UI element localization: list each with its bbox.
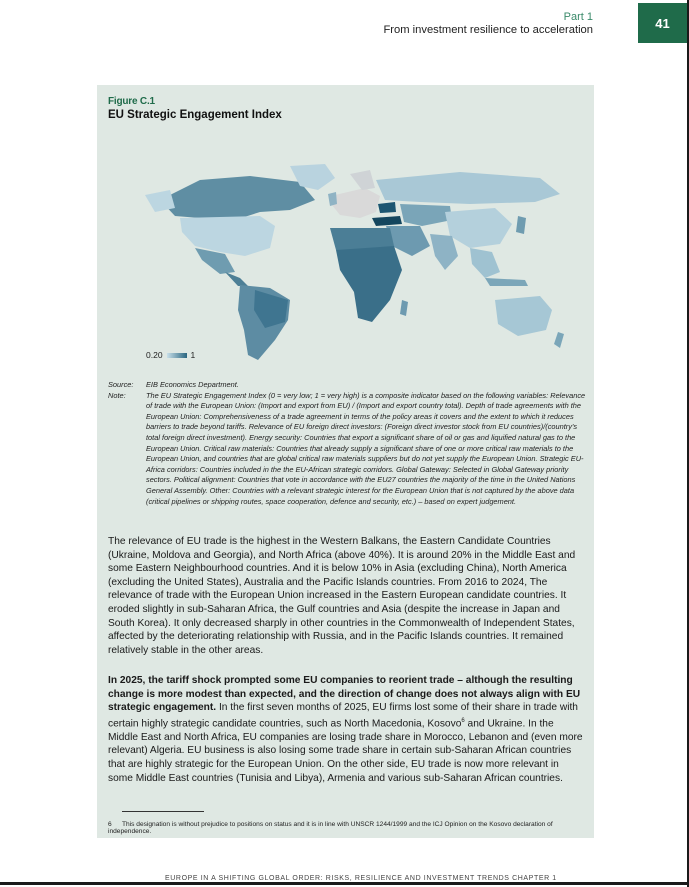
body-paragraph-2-lead: In 2025, the tariff shock prompted some EU companies to reorient trade – although the resulting change is more modest than expected, and the direction of change does not always align with EU strategic engagement. (108, 675, 581, 714)
source-text: EIB Economics Department. (146, 380, 239, 389)
body-paragraph-2-text-a: In the first seven months of 2025, EU firms lost some of their share in trade with certain highly strategic candidate countries, such as North Macedonia, Kosovo (108, 702, 578, 730)
footnote-text: This designation is without prejudice to positions on status and it is in line with UNSCR 1244/1999 and the ICJ Opinion on the Kosovo declaration of independence. (108, 821, 553, 835)
map-legend (146, 350, 195, 360)
running-footer: EUROPE IN A SHIFTING GLOBAL ORDER: RISKS, RESILIENCE AND INVESTMENT TRENDS CHAPTER 1 (165, 875, 557, 881)
body-paragraph-2-text-b: and Ukraine. In the Middle East and North Africa, EU companies are losing trade share in Morocco, Lebanon and (even more relevant) Algeria. EU business is also losing some trade share in certain sub-Saharan African countries that are highly strategic for the European Union. On the other side, EU trade is now more relevant in some Middle East countries (Tunisia and Libya), Armenia and various sub-Saharan African countries. (108, 718, 583, 784)
figure-label: Figure C.1 (108, 96, 155, 107)
map-uk (328, 192, 337, 206)
source-row (108, 380, 588, 391)
bottom-rule (0, 882, 689, 885)
map-europe-eu (332, 188, 380, 218)
footnote (108, 821, 588, 835)
map-new-zealand (554, 332, 564, 348)
body-paragraph-1: The relevance of EU trade is the highest in the Western Balkans, the Eastern Candidate Countries (Ukraine, Moldova and Georgia), and North Africa (above 40%). It is around 20% in the Middle East and some Eastern Neighbourhood countries. And it is below 10% in Asia (excluding China), North America (excluding the United States), Australia and the Pacific Islands countries. From 2016 to 2024, The relevance of trade with the European Union increased in the Eastern European candidate countries. It eroded slightly in sub-Saharan Africa, the Gulf countries and Asia (despite the increase in Japan and South Korea). It only decreased sharply in other countries in the Commonwealth of Independent States, affected by the deteriorating relationship with Russia, and in the Pacific Islands countries. It remained relatively stable in the other areas. (108, 536, 576, 656)
world-map (140, 160, 570, 370)
legend-color-bar (167, 353, 187, 358)
map-canada (160, 176, 315, 220)
map-southeast-asia (470, 248, 500, 278)
page-number: 41 (638, 3, 687, 43)
footnote-rule (122, 811, 204, 812)
map-india (430, 234, 458, 270)
map-australia (495, 296, 552, 336)
map-ukraine (378, 202, 396, 213)
map-japan (516, 216, 526, 234)
part-title: From investment resilience to acceleration (383, 24, 593, 36)
map-turkey (372, 216, 402, 226)
note-row (108, 391, 588, 508)
legend-min-label: 0.20 (146, 350, 163, 360)
figure-notes (108, 380, 588, 507)
map-central-america (225, 272, 248, 286)
part-label: Part 1 (563, 11, 593, 23)
footnote-ref[interactable]: 6 (461, 717, 465, 724)
map-indonesia (485, 278, 528, 286)
note-key: Note: (108, 390, 126, 400)
body-paragraph-2 (108, 674, 586, 785)
map-russia (376, 172, 560, 204)
legend-max-label: 1 (190, 350, 196, 360)
map-scandinavia (350, 170, 375, 190)
map-usa (180, 216, 275, 256)
figure-title: EU Strategic Engagement Index (108, 109, 282, 121)
map-alaska (145, 190, 175, 212)
map-china (445, 208, 512, 248)
source-key: Source: (108, 380, 134, 389)
note-text: The EU Strategic Engagement Index (0 = very low; 1 = very high) is a composite indicator based on the following variables: Relevance of trade with the European Union: (Import and export from EU) / (Import and export country total). Depth of trade agreements with the European Union: Comprehensiveness of a trade agreement in terms of the policy areas it covers and the extent to which it reduces barriers to trade beyond tariffs. Relevance of EU foreign direct investors: (Foreign direct investor stock from EU countries)/(country's total foreign direct investment). Energy security: Countries that export a significant share of oil or gas and liquified natural gas to the European Union. Critical raw materials: Countries that already supply a significant share of one or more critical raw materials to the European Union, and countries that are global critical raw materials suppliers but do not yet supply the European Union. Strategic EU-Africa corridors: Countries included in the the EU-African strategic corridors. Global Gateway: Selected in Global Gateway priority sectors. Political alignment: Countries that vote in accordance with the EU27 countries the majority of the time in the United Nations General Assembly. Other: Countries with a relevant strategic interest for the European Union that is not captured by the above data (critical pipelines or shipping routes, space cooperation, defence and security, etc.) – based on expert judgement. (146, 390, 586, 506)
map-africa (336, 246, 402, 322)
map-madagascar (400, 300, 408, 316)
footnote-number: 6 (108, 821, 112, 828)
map-central-asia (400, 204, 452, 226)
